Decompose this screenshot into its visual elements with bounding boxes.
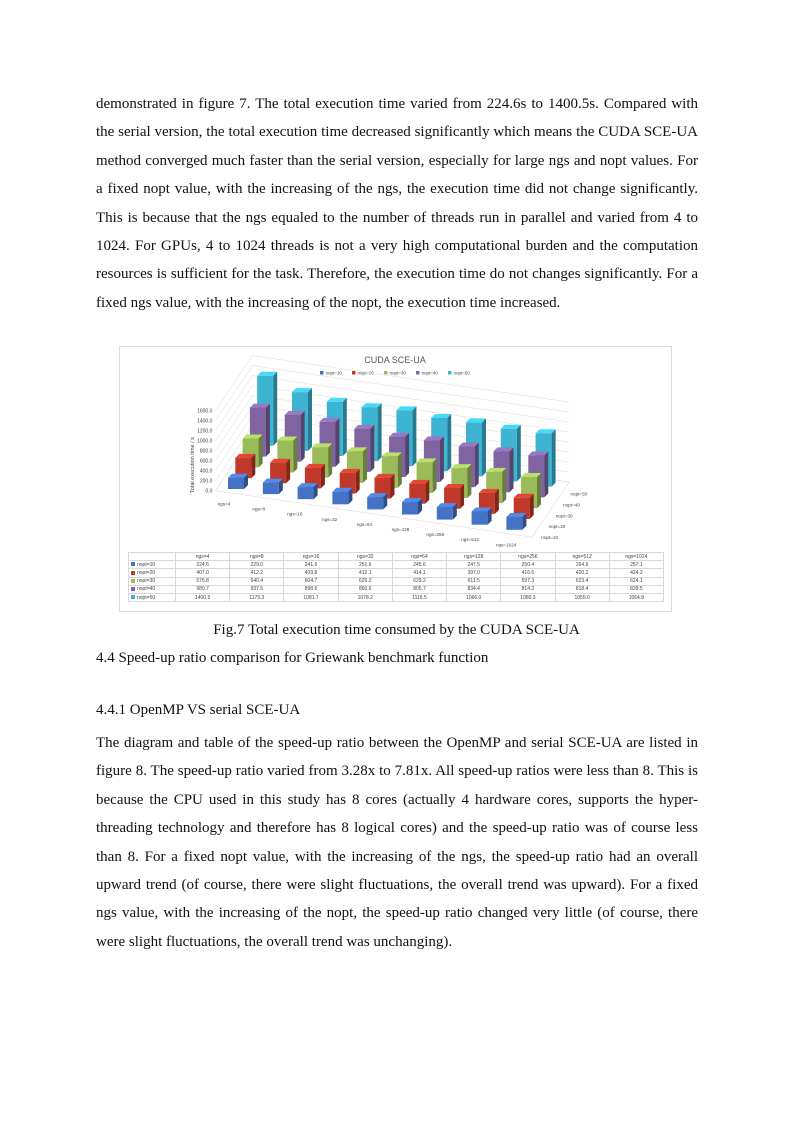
table-cell: 224.6 bbox=[176, 561, 230, 569]
paragraph-intro: demonstrated in figure 7. The total execution time varied from 224.6s to 1400.5s. Compared with the serial version, the total execution time decreased significantly which means the CUDA SCE-UA method converged much faster than the serial version, especially for large ngs and nopt values. For a fixed nopt value, with the increasing of the ngs, the execution time did not change significantly. This is because that the ngs equaled to the number of threads run in parallel and varied from 4 to 1024. For GPUs, 4 to 1024 threads is not a very high computational burden and the computation resources is sufficient for the task. Therefore, the execution time do not changes significantly. For a fixed ngs value, with the increasing of the nopt, the execution time increased. bbox=[96, 96, 698, 311]
x-category-label: ngs=8 bbox=[252, 506, 266, 512]
x-category-label: ngs=1024 bbox=[496, 542, 517, 547]
chart-3d-column bbox=[120, 347, 671, 547]
table-row-name: nopt=40 bbox=[137, 586, 156, 593]
table-cell: 1078.2 bbox=[338, 593, 392, 601]
section-heading-4-4: 4.4 Speed-up ratio comparison for Griewank benchmark function bbox=[96, 650, 489, 666]
table-header-cell: ngs=64 bbox=[392, 553, 446, 561]
table-header-cell: ngs=16 bbox=[284, 553, 338, 561]
table-legend-swatch bbox=[131, 595, 135, 599]
table-row-name: nopt=30 bbox=[137, 578, 156, 585]
table-cell: 597.3 bbox=[501, 577, 555, 585]
y-tick-label: 200.0 bbox=[199, 478, 213, 485]
series-depth-label: nopt=50 bbox=[570, 491, 588, 497]
table-row bbox=[129, 577, 664, 585]
table-cell: 412.2 bbox=[230, 569, 284, 577]
table-cell: 1064.8 bbox=[609, 593, 663, 601]
legend-label: nopt=20 bbox=[357, 370, 374, 376]
legend-swatch-nopt=40 bbox=[416, 371, 420, 375]
table-cell: 229.0 bbox=[230, 561, 284, 569]
legend-label: nopt=40 bbox=[421, 370, 438, 376]
chart-bars bbox=[228, 372, 556, 530]
table-cell: 1115.5 bbox=[392, 593, 446, 601]
table-header-cell: ngs=8 bbox=[230, 553, 284, 561]
table-cell: 839.5 bbox=[609, 585, 663, 593]
series-depth-label: nopt=20 bbox=[548, 524, 566, 530]
y-tick-label: 400.0 bbox=[199, 468, 213, 475]
table-cell: 250.4 bbox=[501, 561, 555, 569]
x-category-label: ngs=512 bbox=[461, 537, 479, 543]
x-category-label: ngs=64 bbox=[356, 521, 373, 527]
table-cell: 1400.5 bbox=[176, 593, 230, 601]
table-cell: 241.6 bbox=[284, 561, 338, 569]
y-tick-label: 1400.0 bbox=[197, 418, 213, 425]
y-tick-label: 0.0 bbox=[205, 488, 213, 495]
table-cell: 414.1 bbox=[392, 569, 446, 577]
table-cell: 245.6 bbox=[392, 561, 446, 569]
table-header-cell: ngs=32 bbox=[338, 553, 392, 561]
chart-title: CUDA SCE-UA bbox=[364, 355, 426, 365]
table-cell: 604.7 bbox=[284, 577, 338, 585]
table-cell: 420.2 bbox=[555, 569, 609, 577]
bar bbox=[402, 498, 422, 514]
table-row-label bbox=[129, 585, 176, 593]
table-cell: 409.8 bbox=[284, 569, 338, 577]
table-cell: 898.6 bbox=[284, 585, 338, 593]
table-row bbox=[129, 585, 664, 593]
table-header-cell: ngs=1024 bbox=[609, 553, 663, 561]
table-cell: 247.5 bbox=[447, 561, 501, 569]
x-category-label: ngs=4 bbox=[217, 501, 231, 507]
bar bbox=[437, 503, 457, 520]
table-cell: 805.7 bbox=[392, 585, 446, 593]
table-row-label bbox=[129, 593, 176, 601]
chart-y-ticks bbox=[197, 409, 213, 495]
table-legend-swatch bbox=[131, 587, 135, 591]
table-cell: 412.1 bbox=[338, 569, 392, 577]
legend-swatch-nopt=30 bbox=[384, 371, 388, 375]
table-cell: 251.6 bbox=[338, 561, 392, 569]
table-cell: 1175.3 bbox=[230, 593, 284, 601]
chart-data-table bbox=[128, 552, 664, 602]
table-row bbox=[129, 569, 664, 577]
table-cell: 860.6 bbox=[338, 585, 392, 593]
legend-swatch-nopt=20 bbox=[352, 371, 356, 375]
series-depth-label: nopt=10 bbox=[541, 534, 559, 540]
legend-swatch-nopt=50 bbox=[448, 371, 452, 375]
table-row-label bbox=[129, 577, 176, 585]
chart-figure-7 bbox=[119, 346, 672, 612]
table-cell: 623.4 bbox=[555, 577, 609, 585]
table-cell: 1081.7 bbox=[284, 593, 338, 601]
paragraph-openmp: The diagram and table of the speed-up ratio between the OpenMP and serial SCE-UA are listed in figure 8. The speed-up ratio varied from 3.28x to 7.81x. All speed-up ratios were less than 8. This is because the CPU used in this study has 8 cores (actually 4 hardware cores, supports the hyper-threading technology and therefore has 8 logical cores) and the speed-up ratio was of course less than 8. For a fixed nopt value, with the increasing of the ngs, the speed-up ratio had an overall upward trend (of course, there were slight fluctuations, the overall trend was upward). For a fixed ngs value, with the increasing of the nopt, the speed-up ratio changed very little (of course, there were slight fluctuations, the overall trend was unchanging). bbox=[96, 735, 698, 950]
table-cell: 814.3 bbox=[501, 585, 555, 593]
series-depth-label: nopt=30 bbox=[555, 513, 573, 519]
table-cell: 1066.0 bbox=[447, 593, 501, 601]
table-row bbox=[129, 593, 664, 601]
legend-swatch-nopt=10 bbox=[320, 371, 324, 375]
table-cell: 611.5 bbox=[447, 577, 501, 585]
y-tick-label: 800.0 bbox=[199, 448, 213, 455]
table-cell: 629.2 bbox=[392, 577, 446, 585]
x-category-label: ngs=16 bbox=[287, 511, 303, 517]
table-row-label bbox=[129, 569, 176, 577]
bar bbox=[298, 483, 318, 499]
legend-label: nopt=50 bbox=[453, 370, 470, 376]
table-legend-swatch bbox=[131, 571, 135, 575]
table-row-label bbox=[129, 561, 176, 569]
bar bbox=[332, 488, 352, 505]
table-header-cell: ngs=128 bbox=[447, 553, 501, 561]
y-tick-label: 1600.0 bbox=[197, 408, 213, 415]
y-tick-label: 1000.0 bbox=[197, 438, 213, 445]
bar bbox=[472, 507, 492, 524]
table-cell: 937.5 bbox=[230, 585, 284, 593]
table-legend-swatch bbox=[131, 562, 135, 566]
table-cell: 1080.3 bbox=[501, 593, 555, 601]
y-tick-label: 1200.0 bbox=[197, 428, 213, 435]
table-row-name: nopt=50 bbox=[137, 594, 156, 601]
bar bbox=[263, 479, 283, 494]
table-cell: 980.7 bbox=[176, 585, 230, 593]
subsection-heading-4-4-1: 4.4.1 OpenMP VS serial SCE-UA bbox=[96, 702, 301, 718]
table-cell: 257.1 bbox=[609, 561, 663, 569]
table-cell: 407.0 bbox=[176, 569, 230, 577]
table-header-cell: ngs=512 bbox=[555, 553, 609, 561]
table-cell: 416.6 bbox=[501, 569, 555, 577]
legend-label: nopt=30 bbox=[389, 370, 406, 376]
table-cell: 624.1 bbox=[609, 577, 663, 585]
x-category-label: ngs=256 bbox=[426, 532, 445, 538]
table-cell: 576.8 bbox=[176, 577, 230, 585]
table-cell: 640.4 bbox=[230, 577, 284, 585]
table-header-cell: ngs=256 bbox=[501, 553, 555, 561]
bar bbox=[228, 474, 248, 489]
table-cell: 818.4 bbox=[555, 585, 609, 593]
table-row-name: nopt=20 bbox=[137, 569, 156, 576]
table-row bbox=[129, 561, 664, 569]
table-cell: 264.6 bbox=[555, 561, 609, 569]
y-axis-label: Total execution time / s bbox=[190, 437, 196, 493]
table-cell: 424.2 bbox=[609, 569, 663, 577]
series-depth-label: nopt=40 bbox=[563, 502, 580, 508]
table-cell: 397.0 bbox=[447, 569, 501, 577]
table-cell: 1055.0 bbox=[555, 593, 609, 601]
table-cell: 834.4 bbox=[447, 585, 501, 593]
table-header-cell: ngs=4 bbox=[176, 553, 230, 561]
figure-caption: Fig.7 Total execution time consumed by the CUDA SCE-UA bbox=[213, 622, 580, 638]
table-row-name: nopt=10 bbox=[137, 561, 156, 568]
x-category-label: ngs=32 bbox=[322, 516, 338, 522]
y-tick-label: 600.0 bbox=[199, 458, 213, 465]
table-cell: 626.2 bbox=[338, 577, 392, 585]
legend-label: nopt=10 bbox=[325, 370, 342, 376]
table-legend-swatch bbox=[131, 579, 135, 583]
bar bbox=[367, 493, 387, 509]
bar bbox=[506, 513, 526, 530]
chart-legend bbox=[320, 371, 470, 376]
table-corner-cell bbox=[129, 553, 176, 561]
x-category-label: ngs=128 bbox=[391, 526, 410, 532]
